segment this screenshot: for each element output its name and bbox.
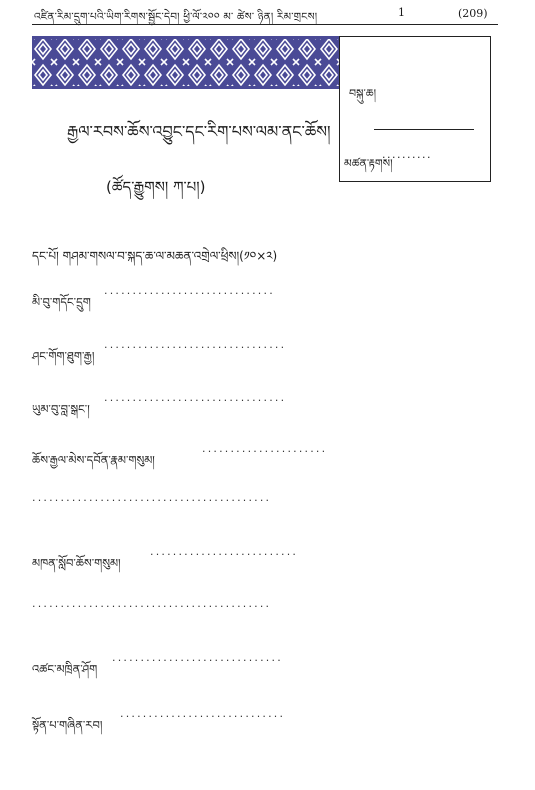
score-label: བསྐུ་ཆ།	[349, 87, 377, 100]
page-title: རྒྱལ་རབས་ཆོས་འབྱུང་དང་རིག་པས་ལམ་ནང་ཆོས།	[67, 122, 331, 141]
header-rule	[32, 24, 498, 25]
page-subtitle: (ཚོད་རྒྱུགས། ཀ་པ།)	[106, 178, 206, 196]
answer-continuation-dots[interactable]: ··········································	[32, 494, 272, 507]
question-label: ཡུམ་བུ་བླ་སྒང་།	[32, 402, 90, 416]
question-label: ཆོས་རྒྱལ་མེས་དབོན་རྣམ་གསུམ།	[32, 453, 155, 467]
instruction: དང་པོ། གཤམ་གསལ་བ་སྐད་ཆ་ལ་མཆན་འགྲེལ་ཕྲིས།(༡༠×༢)	[32, 249, 278, 263]
answer-dots[interactable]: ··························	[150, 548, 299, 561]
score-line[interactable]	[374, 129, 474, 130]
answer-dots[interactable]: ······························	[104, 287, 275, 300]
answer-dots[interactable]: ······················	[202, 445, 328, 458]
page-number: (209)	[458, 7, 488, 20]
knot-pattern	[32, 36, 341, 89]
question-label: མི་བུ་གདོང་དྲུག	[32, 295, 91, 309]
signature-label: མཚན་རྟགས།	[344, 157, 393, 170]
answer-dots[interactable]: ······························	[112, 654, 283, 667]
answer-continuation-dots[interactable]: ··········································	[32, 600, 272, 613]
header-number: 1	[398, 6, 405, 19]
endless-knot-banner	[32, 36, 341, 89]
signature-dots[interactable]: ··········	[382, 151, 432, 164]
running-title: འཛིན་རིམ་དྲུག་པའི་ཡིག་རིགས་སྦྱོང་དེབ། ཕྱི་ལོ་༢༠༠ མ་ ཚེས་ ཉིན། རིམ་གྲངས།	[34, 11, 318, 23]
question-label: སྟོན་པ་གཞིན་རབ།	[32, 718, 103, 732]
answer-dots[interactable]: ································	[104, 341, 287, 354]
question-label: འཚང་མཁྲིན་ཤོག	[32, 662, 98, 676]
answer-dots[interactable]: ································	[104, 394, 287, 407]
question-label: ཤང་གོག་ཐུག་རྒྱ།	[32, 349, 95, 363]
answer-dots[interactable]: ·····························	[120, 710, 286, 723]
question-label: མཁན་སློབ་ཆོས་གསུམ།	[32, 556, 121, 570]
